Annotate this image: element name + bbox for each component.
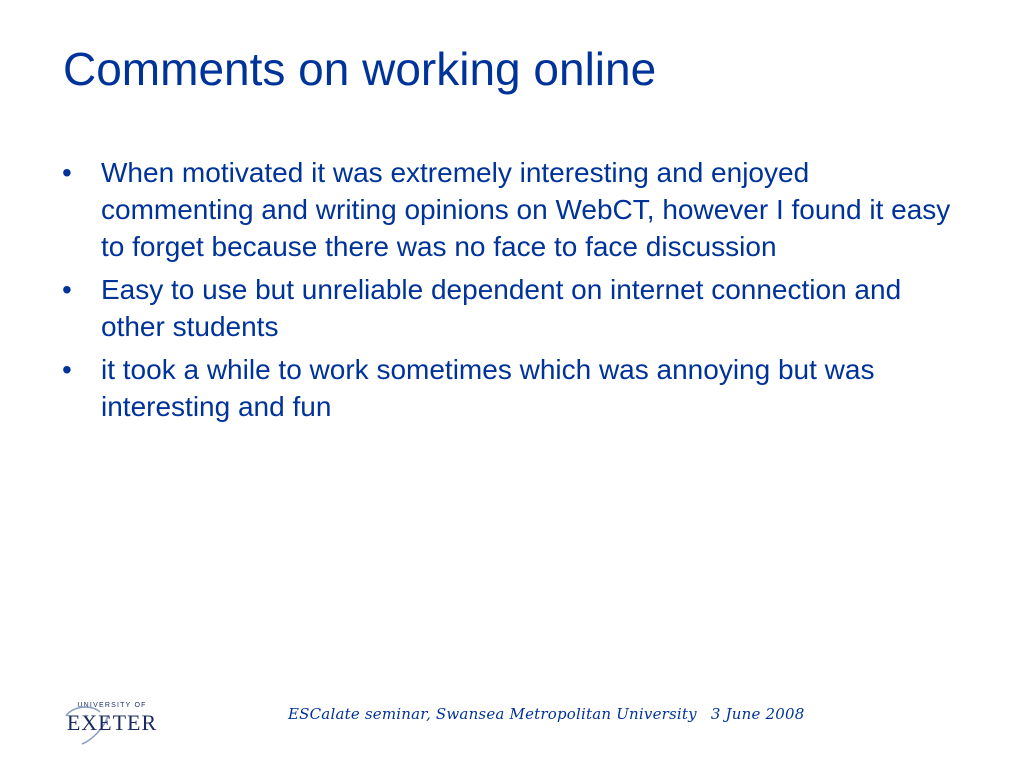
- bullet-marker: •: [62, 274, 72, 305]
- bullet-marker: •: [62, 157, 72, 188]
- bullet-item: [62, 271, 962, 345]
- bullet-text: it took a while to work sometimes which was annoying but was interesting and fun: [101, 354, 875, 422]
- footer-text: [288, 705, 805, 723]
- footer-event: ESCalate seminar, Swansea Metropolitan University: [288, 705, 697, 723]
- bullet-list: [62, 154, 962, 431]
- university-of-exeter-logo: [52, 698, 172, 748]
- footer-date: 3 June 2008: [710, 705, 805, 723]
- bullet-marker: •: [62, 354, 72, 385]
- slide-title: Comments on working online: [63, 43, 657, 95]
- bullet-text: Easy to use but unreliable dependent on internet connection and other students: [101, 274, 902, 342]
- bullet-item: [62, 154, 962, 265]
- bullet-item: [62, 351, 962, 425]
- logo-name-text: EXETER: [66, 710, 158, 735]
- bullet-text: When motivated it was extremely interesting and enjoyed commenting and writing opinions on WebCT, however I found it easy to forget because there was no face to face discussion: [101, 157, 951, 262]
- logo-top-text: UNIVERSITY OF: [77, 702, 147, 709]
